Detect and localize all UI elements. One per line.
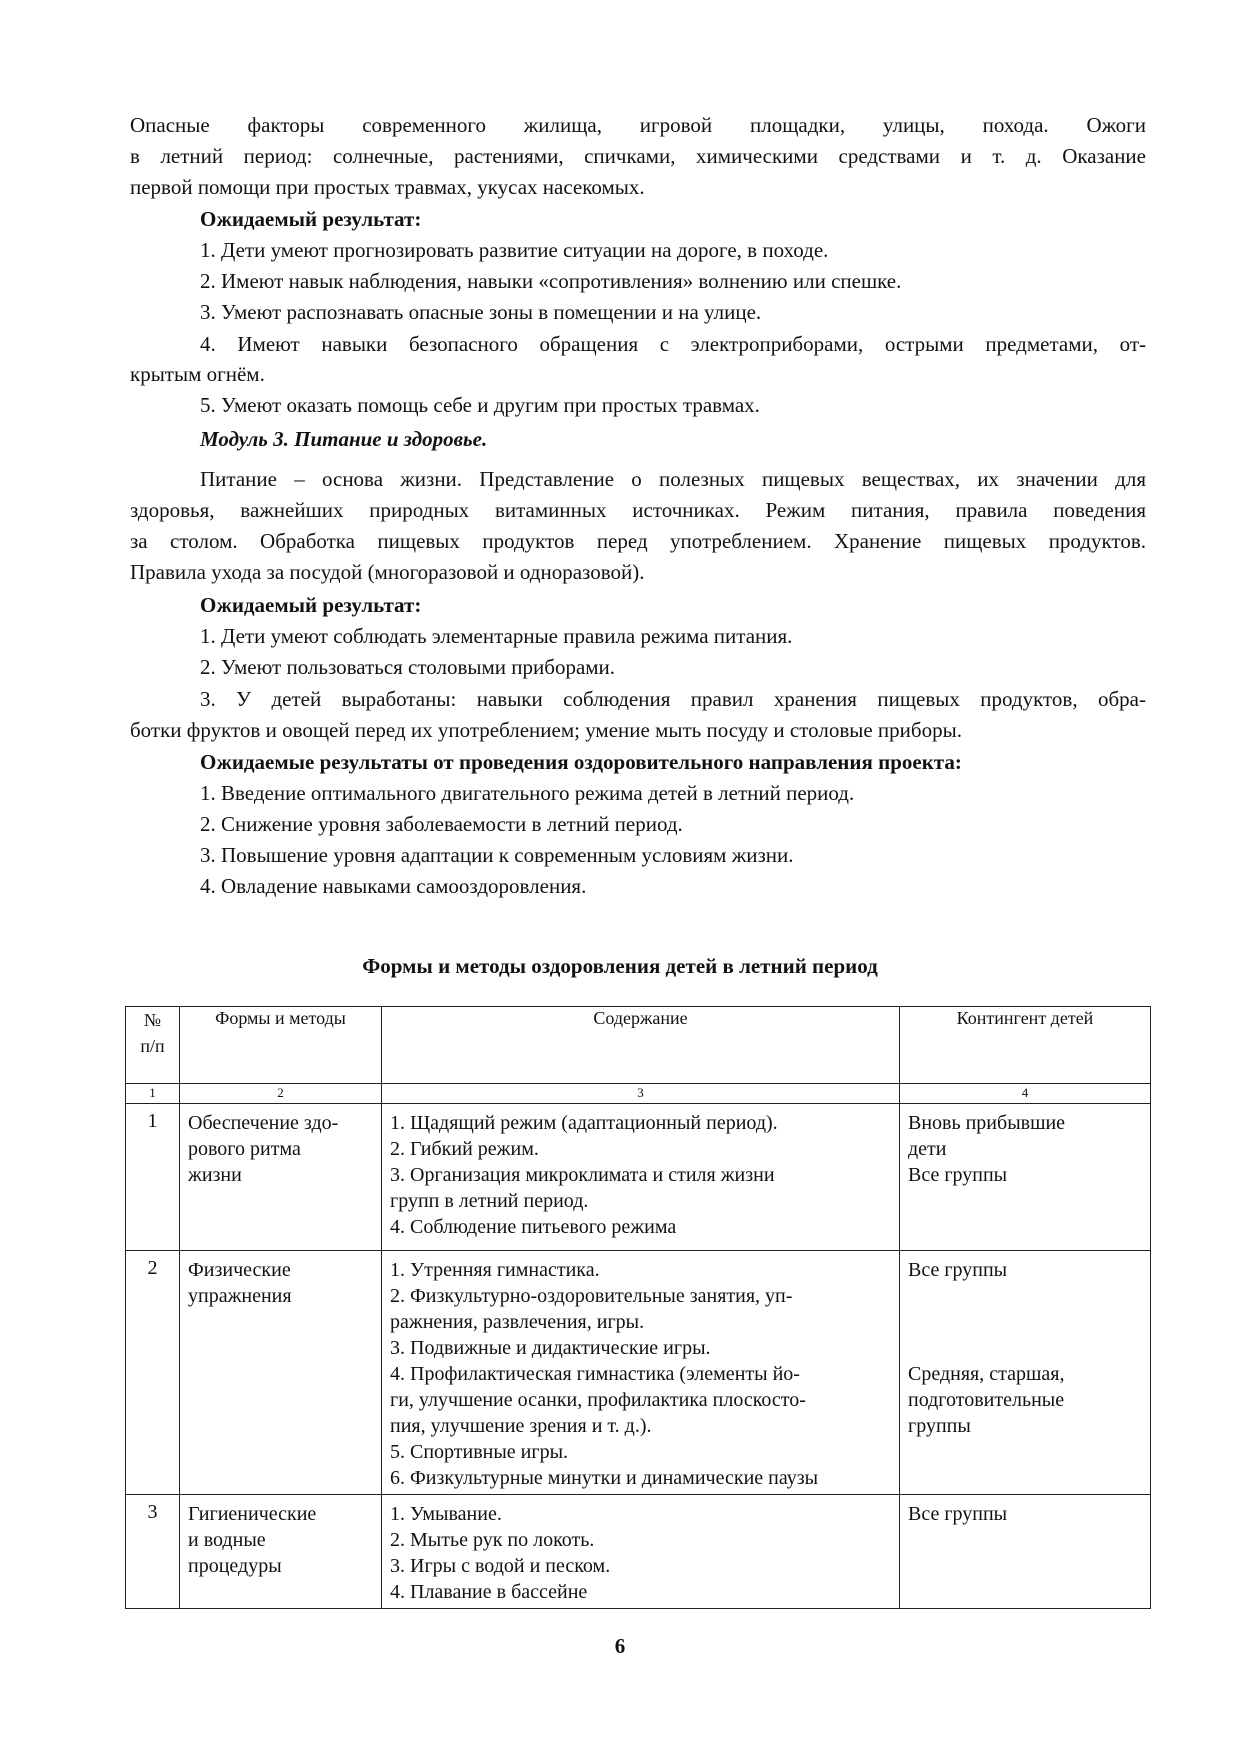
content-line: 5. Спортивные игры. [390, 1441, 569, 1463]
result-heading: Ожидаемый результат: [200, 593, 422, 617]
row-form [180, 1104, 382, 1251]
row-form [180, 1495, 382, 1609]
content-line: ги, улучшение осанки, профилактика плоскосто- [390, 1389, 806, 1411]
form-line: Гигиенические [188, 1503, 317, 1525]
content-line: 1. Утренняя гимнастика. [390, 1259, 600, 1281]
header-number [126, 1007, 180, 1084]
paragraph-line: Правила ухода за посудой (многоразовой и одноразовой). [130, 560, 645, 584]
column-number: 3 [382, 1084, 900, 1104]
form-line: упражнения [188, 1285, 292, 1307]
form-line: жизни [188, 1164, 242, 1186]
overall-result-item: 4. Овладение навыками самооздоровления. [200, 874, 587, 898]
form-line: Физические [188, 1259, 291, 1281]
row-number: 1 [126, 1104, 180, 1251]
overall-result-item: 3. Повышение уровня адаптации к современным условиям жизни. [200, 843, 794, 867]
row-number: 2 [126, 1251, 180, 1495]
result-item-continuation: крытым огнём. [130, 362, 265, 386]
paragraph-line: Опасные факторы современного жилища, игровой площадки, улицы, похода. Ожоги [130, 113, 1146, 137]
content-line: 6. Физкультурные минутки и динамические паузы [390, 1467, 819, 1489]
table-header-row [126, 1007, 1151, 1084]
header-forms: Формы и методы [180, 1007, 382, 1084]
contingent-spacer [908, 1335, 1142, 1361]
result-item: 4. Имеют навыки безопасного обращения с электроприборами, острыми предметами, от- [200, 332, 1146, 356]
overall-result-item: 1. Введение оптимального двигательного режима детей в летний период. [200, 781, 855, 805]
form-line: процедуры [188, 1555, 282, 1577]
row-content [382, 1251, 900, 1495]
overall-results-heading: Ожидаемые результаты от проведения оздоровительного направления проекта: [200, 750, 962, 774]
paragraph-line: в летний период: солнечные, растениями, спичками, химическими средствами и т. д. Оказание [130, 144, 1146, 168]
content-line: 2. Мытье рук по локоть. [390, 1529, 595, 1551]
result-item: 1. Дети умеют соблюдать элементарные правила режима питания. [200, 624, 793, 648]
overall-result-item: 2. Снижение уровня заболеваемости в летний период. [200, 812, 683, 836]
table-row [126, 1251, 1151, 1495]
contingent-spacer [908, 1309, 1142, 1335]
content-line: 4. Плавание в бассейне [390, 1581, 588, 1603]
row-contingent [900, 1251, 1151, 1495]
contingent-line: группы [908, 1415, 971, 1437]
paragraph-line: Питание – основа жизни. Представление о полезных пищевых веществах, их значении для [200, 467, 1146, 491]
paragraph-line: здоровья, важнейших природных витаминных источниках. Режим питания, правила поведения [130, 498, 1146, 522]
result-item-continuation: ботки фруктов и овощей перед их употреблением; умение мыть посуду и столовые приборы. [130, 718, 962, 742]
table-row [126, 1495, 1151, 1609]
content-line: 2. Гибкий режим. [390, 1138, 539, 1160]
column-number-row [126, 1084, 1151, 1104]
content-line: 4. Профилактическая гимнастика (элементы йо- [390, 1363, 800, 1385]
content-line: 4. Соблюдение питьевого режима [390, 1216, 677, 1238]
row-content [382, 1495, 900, 1609]
header-content: Содержание [382, 1007, 900, 1084]
result-heading: Ожидаемый результат: [200, 207, 422, 231]
column-number: 1 [126, 1084, 180, 1104]
contingent-spacer [908, 1283, 1142, 1309]
content-line: групп в летний период. [390, 1190, 589, 1212]
paragraph-line: первой помощи при простых травмах, укусах насекомых. [130, 175, 645, 199]
paragraph-line: за столом. Обработка пищевых продуктов перед употреблением. Хранение пищевых продуктов. [130, 529, 1146, 553]
header-number-abbr: п/п [140, 1036, 165, 1056]
content-line: 1. Щадящий режим (адаптационный период). [390, 1112, 778, 1134]
contingent-line: Средняя, старшая, [908, 1363, 1065, 1385]
contingent-line: Все группы [908, 1259, 1008, 1281]
row-form [180, 1251, 382, 1495]
content-line: 3. Подвижные и дидактические игры. [390, 1337, 711, 1359]
row-number: 3 [126, 1495, 180, 1609]
contingent-line: дети [908, 1138, 947, 1160]
content-line: пия, улучшение зрения и т. д.). [390, 1415, 652, 1437]
result-item: 3. У детей выработаны: навыки соблюдения правил хранения пищевых продуктов, обра- [200, 687, 1146, 711]
row-contingent [900, 1495, 1151, 1609]
form-line: и водные [188, 1529, 266, 1551]
result-item: 1. Дети умеют прогнозировать развитие ситуации на дороге, в походе. [200, 238, 829, 262]
contingent-line: Все группы [908, 1503, 1008, 1525]
content-line: 3. Организация микроклимата и стиля жизни [390, 1164, 775, 1186]
result-item: 2. Умеют пользоваться столовыми приборами. [200, 655, 616, 679]
contingent-line: подготовительные [908, 1389, 1065, 1411]
content-line: 1. Умывание. [390, 1503, 502, 1525]
result-item: 3. Умеют распознавать опасные зоны в помещении и на улице. [200, 300, 762, 324]
table-title: Формы и методы оздоровления детей в летний период [362, 954, 878, 978]
module-title: Модуль 3. Питание и здоровье. [200, 427, 488, 451]
result-item: 5. Умеют оказать помощь себе и другим при простых травмах. [200, 393, 760, 417]
form-line: Обеспечение здо- [188, 1112, 339, 1134]
content-line: 2. Физкультурно-оздоровительные занятия, уп- [390, 1285, 793, 1307]
header-contingent: Контингент детей [900, 1007, 1151, 1084]
health-methods-table [125, 1006, 1151, 1609]
page-number: 6 [614, 1634, 626, 1658]
column-number: 2 [180, 1084, 382, 1104]
result-item: 2. Имеют навык наблюдения, навыки «сопротивления» волнению или спешке. [200, 269, 902, 293]
row-contingent [900, 1104, 1151, 1251]
table-row [126, 1104, 1151, 1251]
row-content [382, 1104, 900, 1251]
content-line: 3. Игры с водой и песком. [390, 1555, 611, 1577]
column-number: 4 [900, 1084, 1151, 1104]
contingent-line: Все группы [908, 1164, 1008, 1186]
content-line: ражнения, развлечения, игры. [390, 1311, 645, 1333]
contingent-line: Вновь прибывшие [908, 1112, 1066, 1134]
header-number-symbol: № [143, 1010, 162, 1030]
form-line: рового ритма [188, 1138, 301, 1160]
